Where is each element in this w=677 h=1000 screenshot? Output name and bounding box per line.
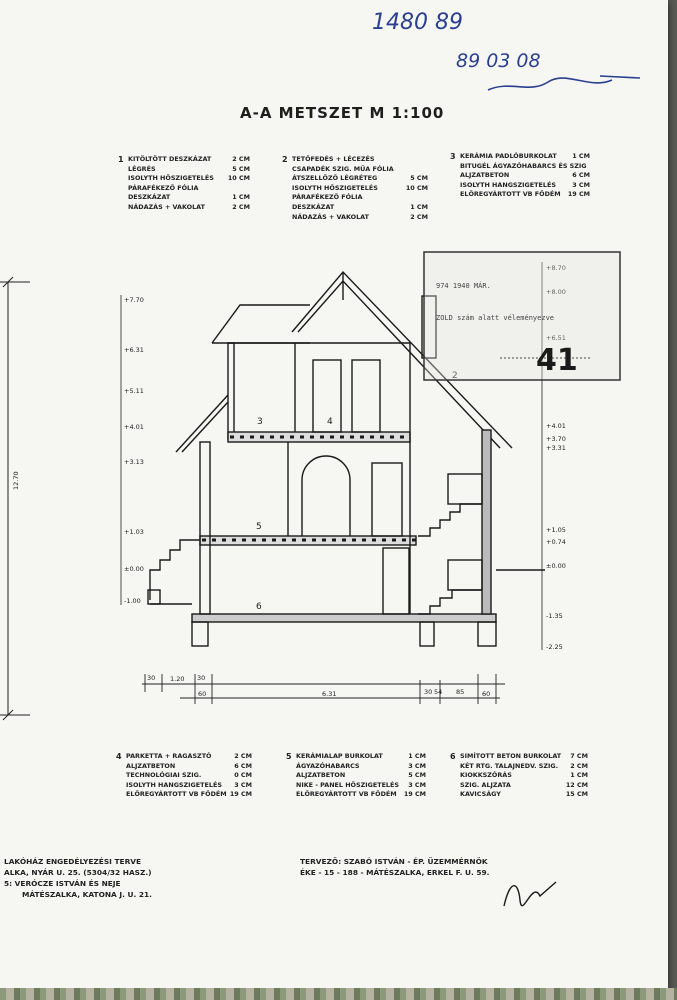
spec-label: LÉGRÉS xyxy=(128,164,156,173)
level-label: +1.05 xyxy=(546,526,566,534)
dimension-label: 85 xyxy=(456,688,465,696)
spec-label: KERÁMIA PADLÓBURKOLAT xyxy=(460,152,557,160)
spec-value: 5 CM xyxy=(408,771,426,780)
spec-value: 5 CM xyxy=(410,174,428,183)
spec-label: ISOLYTH HANGSZIGETELÉS xyxy=(126,780,222,789)
dimension-label: 60 xyxy=(482,690,491,698)
spec-value: 2 CM xyxy=(232,202,250,211)
signature-bottom xyxy=(504,882,556,906)
spec-label: KERÁMIALAP BURKOLAT xyxy=(296,752,383,760)
footer-line: TERVEZŐ: SZABÓ ISTVÁN - ÉP. ÜZEMMÉRNÖK xyxy=(300,857,488,866)
spec-block-num: 2 xyxy=(282,155,288,164)
spec-label: ISOLYTH HANGSZIGETELÉS xyxy=(460,180,556,189)
spec-label: KITÖLTÖTT DESZKÁZAT xyxy=(128,155,212,163)
spec-label: SIMÍTOTT BETON BURKOLAT xyxy=(460,752,562,760)
spec-label: TECHNOLÓGIAI SZIG. xyxy=(126,771,202,780)
stamp-number: 41 xyxy=(536,343,578,378)
section-marker: 5 xyxy=(256,522,262,532)
spec-value: 19 CM xyxy=(403,790,426,799)
spec-value: 1 CM xyxy=(408,752,426,760)
spec-block-num: 3 xyxy=(450,152,456,161)
spec-label: KÉT RTG. TALAJNEDV. SZIG. xyxy=(460,761,559,770)
spec-label: NÁDAZÁS + VAKOLAT xyxy=(292,212,369,221)
stamp-line-2: ZOLD szám alatt véleményezve xyxy=(436,314,555,322)
level-label: +4.01 xyxy=(546,422,566,430)
section-marker: 3 xyxy=(257,417,263,427)
spec-label: CSAPADÉK SZIG. MŰA FÓLIA xyxy=(292,164,394,173)
level-label: +3.13 xyxy=(124,458,144,466)
footer-line: ALKA, NYÁR U. 25. (5304/32 HASZ.) xyxy=(4,868,152,877)
spec-label: SZIG. ALJZATA xyxy=(460,780,511,789)
spec-label: ELŐREGYÁRTOTT VB FÖDÉM xyxy=(126,790,227,799)
footer-line: LAKÓHÁZ ENGEDÉLYEZÉSI TERVE xyxy=(4,857,142,866)
level-label: ±0.00 xyxy=(124,565,144,573)
spec-label: DESZKÁZAT xyxy=(128,193,171,202)
spec-value: 2 CM xyxy=(570,761,588,770)
stamp-line-1: 974 1940 MÁR. xyxy=(436,282,491,290)
spec-label: KAVICSÁGY xyxy=(460,790,501,799)
footer-line: ÉKE - 15 - 188 - MÁTÉSZALKA, ERKEL F. U. 59. xyxy=(300,868,490,877)
level-label: +3.70 xyxy=(546,435,566,443)
spec-value: 3 CM xyxy=(408,761,426,770)
spec-value: 2 CM xyxy=(410,212,428,221)
spec-block-num: 1 xyxy=(118,155,124,164)
spec-label: ALJZATBETON xyxy=(296,771,346,780)
level-label: -2.25 xyxy=(546,643,563,651)
vertical-dimension-label: 12.70 xyxy=(12,471,20,490)
spec-value: 19 CM xyxy=(229,790,252,799)
spec-value: 3 CM xyxy=(408,780,426,789)
spec-label: NÁDAZÁS + VAKOLAT xyxy=(128,202,205,211)
spec-value: 3 CM xyxy=(572,180,590,189)
level-label: -1.00 xyxy=(124,597,141,605)
handwritten-ref: 1480 89 xyxy=(372,10,463,35)
section-markers xyxy=(256,371,458,612)
spec-value: 10 CM xyxy=(405,183,428,192)
spec-label: TETŐFEDÉS + LÉCEZÉS xyxy=(292,155,375,163)
level-label: +5.11 xyxy=(124,387,144,395)
level-label: -1.35 xyxy=(546,612,563,620)
spec-label: ISOLYTH HŐSZIGETELÉS xyxy=(292,183,378,192)
dimension-label: 30 xyxy=(147,674,156,682)
spec-label: ÁTSZELLŐZŐ LÉGRÉTEG xyxy=(292,174,378,183)
level-label: +4.01 xyxy=(124,423,144,431)
level-label: +6.31 xyxy=(124,346,144,354)
spec-value: 1 CM xyxy=(232,193,250,202)
spec-label: ISOLYTH HŐSZIGETELÉS xyxy=(128,174,214,183)
spec-value: 15 CM xyxy=(565,790,588,799)
level-label: ±0.00 xyxy=(546,562,566,570)
spec-block-num: 4 xyxy=(116,752,122,761)
footer-designer xyxy=(300,856,489,878)
dimension-label: 1.20 xyxy=(170,675,185,683)
spec-label: ALJZATBETON xyxy=(126,761,176,770)
spec-label: ELŐREGYÁRTOTT VB FÖDÉM xyxy=(296,790,397,799)
footer-line: 5: VERÓCZE ISTVÁN ÉS NEJE xyxy=(4,879,121,888)
signature-top xyxy=(488,76,640,90)
spec-value: 1 CM xyxy=(570,771,588,780)
dimension-label: 6.31 xyxy=(322,690,337,698)
dimension-label: 60 xyxy=(198,690,207,698)
spec-label: BITUGÉL ÁGYAZÓHABARCS ÉS SZIG xyxy=(460,161,587,170)
spec-value: 0 CM xyxy=(234,771,252,780)
bottom-dimension-labels xyxy=(147,674,490,698)
level-label: +3.31 xyxy=(546,444,566,452)
spec-value: 1 CM xyxy=(410,202,428,211)
footer-line: MÁTÉSZALKA, KATONA J. U. 21. xyxy=(22,890,152,899)
approval-stamp xyxy=(424,252,620,380)
spec-block-num: 5 xyxy=(286,752,292,761)
spec-value: 1 CM xyxy=(572,152,590,160)
spec-label: PÁRAFÉKEZŐ FÓLIA xyxy=(292,193,363,202)
spec-label: PÁRAFÉKEZŐ FÓLIA xyxy=(128,183,199,192)
spec-label: ALJZATBETON xyxy=(460,171,510,180)
levels-left xyxy=(124,296,144,605)
spec-value: 19 CM xyxy=(567,190,590,199)
dimension-label: 54 xyxy=(434,688,443,696)
level-label: +0.74 xyxy=(546,538,566,546)
dimension-label: 30 xyxy=(197,674,206,682)
spec-label: DESZKÁZAT xyxy=(292,202,335,211)
spec-label: PARKETTA + RAGASZTÓ xyxy=(126,752,212,760)
section-marker: 4 xyxy=(327,417,333,427)
spec-label: ÁGYAZÓHABARCS xyxy=(296,761,360,770)
footer-project xyxy=(4,856,152,900)
spec-value: 2 CM xyxy=(232,155,250,163)
spec-value: 3 CM xyxy=(234,780,252,789)
spec-label: ELŐREGYÁRTOTT VB FÖDÉM xyxy=(460,190,561,199)
spec-label: KIOKKSZÓRÁS xyxy=(460,771,512,780)
spec-value: 12 CM xyxy=(565,780,588,789)
spec-value: 7 CM xyxy=(570,752,588,760)
spec-value: 5 CM xyxy=(232,164,250,173)
dimension-label: 30 xyxy=(424,688,433,696)
level-label: +7.70 xyxy=(124,296,144,304)
spec-value: 10 CM xyxy=(227,174,250,183)
spec-value: 6 CM xyxy=(234,761,252,770)
spec-value: 2 CM xyxy=(234,752,252,760)
background-strip xyxy=(0,988,677,1000)
spec-label: NIKE - PANEL HŐSZIGETELÉS xyxy=(296,780,399,789)
handwritten-date: 89 03 08 xyxy=(456,50,541,72)
page-title: A-A METSZET M 1:100 xyxy=(240,104,445,122)
spec-block-num: 6 xyxy=(450,752,456,761)
level-label: +1.03 xyxy=(124,528,144,536)
vertical-dimension xyxy=(0,277,30,720)
section-marker: 6 xyxy=(256,602,262,612)
spec-value: 6 CM xyxy=(572,171,590,180)
